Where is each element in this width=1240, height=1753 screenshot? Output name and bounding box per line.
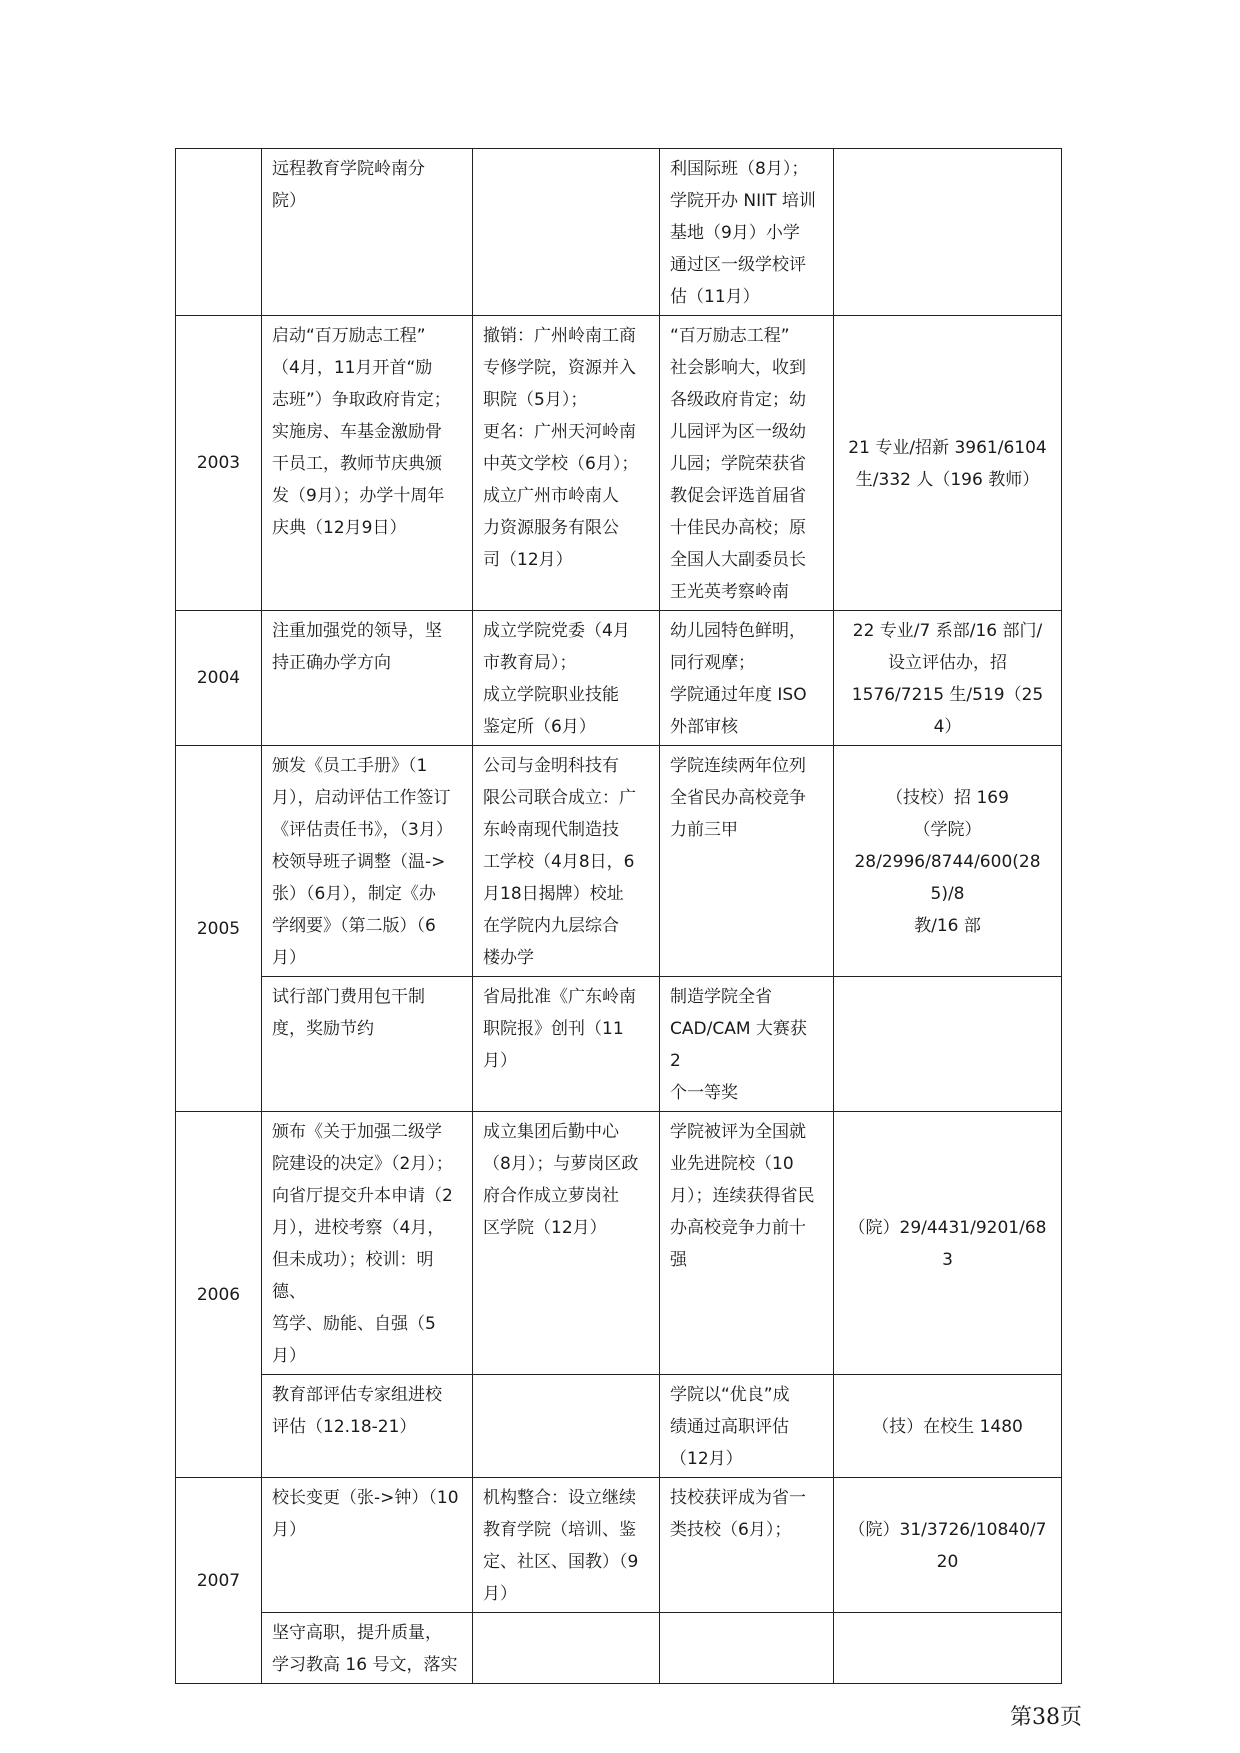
organization-cell-line: 教育学院（培训、鉴: [483, 1520, 636, 1540]
organization-cell: [473, 1613, 660, 1684]
event-cell-line: 注重加强党的领导，坚: [272, 621, 442, 641]
honor-cell-line: 利国际班（8月）；: [670, 159, 809, 179]
honor-cell-line: 儿园；学院荣获省: [670, 454, 806, 474]
honor-cell-line: 学院连续两年位列: [670, 756, 806, 776]
year-cell: [176, 149, 262, 316]
statistics-cell-line: 教/16 部: [914, 916, 981, 936]
organization-cell: [473, 149, 660, 316]
organization-cell-line: 中英文学校（6月）；: [483, 454, 639, 474]
table-row: [176, 316, 1062, 611]
event-cell-line: 持正确办学方向: [272, 653, 391, 673]
event-cell-line: 月）: [272, 948, 306, 968]
organization-cell-line: 力资源服务有限公: [483, 518, 619, 538]
organization-cell: [473, 977, 660, 1112]
honor-cell: [660, 1613, 834, 1684]
statistics-cell: [834, 1375, 1062, 1478]
year-cell: 2003: [176, 316, 262, 611]
honor-cell: [660, 149, 834, 316]
organization-cell-line: 省局批准《广东岭南: [483, 987, 636, 1007]
table-row: [176, 1375, 1062, 1478]
organization-cell-line: 楼办学: [483, 948, 534, 968]
event-cell-line: 试行部门费用包干制: [272, 987, 425, 1007]
event-cell-line: 笃学、励能、自强（5: [272, 1314, 436, 1334]
table-body: [176, 149, 1062, 1684]
statistics-cell-line: 生/332 人（196 教师）: [855, 470, 1040, 490]
event-cell-line: 校长变更（张->钟）（10: [272, 1488, 459, 1508]
honor-cell-line: 学院开办 NIIT 培训: [670, 191, 816, 211]
page-number: 第38页: [1010, 1705, 1082, 1730]
event-cell-line: 评估（12.18-21）: [272, 1417, 417, 1437]
organization-cell-line: 成立学院党委（4月: [483, 621, 630, 641]
honor-cell: [660, 746, 834, 977]
history-table: [175, 148, 1062, 1684]
event-cell-line: （4月，11月开首“励: [272, 358, 433, 378]
honor-cell-line: 幼儿园特色鲜明，: [670, 621, 806, 641]
organization-cell-line: 月）: [483, 1584, 517, 1604]
organization-cell-line: 鉴定所（6月）: [483, 717, 596, 737]
event-cell: [262, 611, 473, 746]
statistics-cell: [834, 611, 1062, 746]
event-cell-line: 庆典（12月9日）: [272, 518, 407, 538]
event-cell: [262, 1613, 473, 1684]
organization-cell-line: 区学院（12月）: [483, 1218, 607, 1238]
organization-cell-line: 定、社区、国教）（9: [483, 1552, 639, 1572]
event-cell-line: 月），启动评估工作签订: [272, 788, 451, 808]
honor-cell: [660, 977, 834, 1112]
event-cell-line: 月）: [272, 1346, 306, 1366]
statistics-cell-line: （学院）: [913, 820, 982, 840]
honor-cell-line: 全国人大副委员长: [670, 550, 806, 570]
statistics-cell-line: 22 专业/7 系部/16 部门/: [852, 621, 1043, 641]
event-cell-line: 向省厅提交升本申请（2: [272, 1186, 453, 1206]
event-cell-line: 启动“百万励志工程”: [272, 326, 426, 346]
table-row: [176, 1112, 1062, 1375]
organization-cell-line: 月）: [483, 1051, 517, 1071]
event-cell: [262, 746, 473, 977]
organization-cell-line: 限公司联合成立：广: [483, 788, 636, 808]
organization-cell-line: 更名：广州天河岭南: [483, 422, 636, 442]
event-cell: [262, 977, 473, 1112]
organization-cell-line: 成立集团后勤中心: [483, 1122, 619, 1142]
table-row: [176, 977, 1062, 1112]
event-cell-line: 远程教育学院岭南分: [272, 159, 425, 179]
event-cell-line: 张）（6月），制定《办: [272, 884, 436, 904]
honor-cell-line: 业先进院校（10: [670, 1154, 794, 1174]
table-row: [176, 611, 1062, 746]
table-row: [176, 1613, 1062, 1684]
statistics-cell-line: （院）31/3726/10840/720: [848, 1520, 1047, 1572]
year-cell: 2007: [176, 1478, 262, 1684]
organization-cell-line: 专修学院，资源并入: [483, 358, 636, 378]
event-cell-line: 颁布《关于加强二级学: [272, 1122, 442, 1142]
honor-cell-line: 王光英考察岭南: [670, 582, 789, 602]
event-cell-line: 院建设的决定》（2月）；: [272, 1154, 453, 1174]
event-cell-line: 干员工，教师节庆典颁: [272, 454, 442, 474]
year-cell: 2006: [176, 1112, 262, 1478]
event-cell-line: 学习教高 16 号文，落实: [272, 1655, 458, 1675]
organization-cell-line: 在学院内九层综合: [483, 916, 619, 936]
event-cell-line: 校领导班子调整（温->: [272, 852, 446, 872]
organization-cell-line: 月18日揭牌）校址: [483, 884, 624, 904]
event-cell-line: 学纲要》（第二版）（6: [272, 916, 436, 936]
statistics-cell: [834, 746, 1062, 977]
honor-cell: [660, 1375, 834, 1478]
organization-cell-line: 成立广州市岭南人: [483, 486, 619, 506]
honor-cell-line: 月）；连续获得省民: [670, 1186, 815, 1206]
honor-cell-line: 学院被评为全国就: [670, 1122, 806, 1142]
honor-cell-line: 力前三甲: [670, 820, 738, 840]
honor-cell-line: 同行观摩；: [670, 653, 755, 673]
honor-cell-line: 绩通过高职评估: [670, 1417, 789, 1437]
honor-cell-line: 办高校竞争力前十: [670, 1218, 806, 1238]
honor-cell-line: 估（11月）: [670, 287, 760, 307]
statistics-cell-line: （技）在校生 1480: [872, 1417, 1023, 1437]
event-cell-line: 月）: [272, 1520, 306, 1540]
organization-cell-line: 府合作成立萝岗社: [483, 1186, 619, 1206]
statistics-cell: [834, 1613, 1062, 1684]
honor-cell-line: 全省民办高校竞争: [670, 788, 806, 808]
honor-cell-line: 儿园评为区一级幼: [670, 422, 806, 442]
statistics-cell-line: 28/2996/8744/600(285)/8: [854, 852, 1041, 904]
honor-cell-line: 学院通过年度 ISO: [670, 685, 807, 705]
honor-cell-line: 学院以“优良”成: [670, 1385, 790, 1405]
organization-cell-line: 职院报》创刊（11: [483, 1019, 624, 1039]
year-cell: 2005: [176, 746, 262, 1112]
honor-cell-line: 通过区一级学校评: [670, 255, 806, 275]
organization-cell: [473, 1112, 660, 1375]
statistics-cell: [834, 1478, 1062, 1613]
honor-cell: [660, 611, 834, 746]
honor-cell-line: 技校获评成为省一: [670, 1488, 806, 1508]
organization-cell-line: 成立学院职业技能: [483, 685, 619, 705]
statistics-cell-line: 1576/7215 生/519（254）: [851, 685, 1044, 737]
event-cell-line: 度，奖励节约: [272, 1019, 374, 1039]
event-cell-line: 教育部评估专家组进校: [272, 1385, 442, 1405]
statistics-cell: [834, 977, 1062, 1112]
statistics-cell-line: 设立评估办，招: [888, 653, 1007, 673]
event-cell-line: 但未成功）；校训：明德、: [272, 1250, 434, 1302]
event-cell-line: 坚守高职，提升质量，: [272, 1623, 442, 1643]
statistics-cell: [834, 1112, 1062, 1375]
event-cell: [262, 149, 473, 316]
table-row: [176, 746, 1062, 977]
event-cell: [262, 1112, 473, 1375]
statistics-cell: [834, 149, 1062, 316]
event-cell-line: 发（9月）；办学十周年: [272, 486, 445, 506]
organization-cell-line: 工学校（4月8日，6: [483, 852, 635, 872]
honor-cell-line: （12月）: [670, 1449, 743, 1469]
event-cell: [262, 316, 473, 611]
event-cell-line: 志班”）争取政府肯定；: [272, 390, 451, 410]
organization-cell-line: 司（12月）: [483, 550, 573, 570]
honor-cell-line: 基地（9月）小学: [670, 223, 800, 243]
honor-cell: [660, 316, 834, 611]
statistics-cell: [834, 316, 1062, 611]
event-cell-line: 实施房、车基金激励骨: [272, 422, 442, 442]
honor-cell-line: 个一等奖: [670, 1083, 738, 1103]
honor-cell-line: CAD/CAM 大赛获 2: [670, 1019, 807, 1071]
organization-cell: [473, 611, 660, 746]
statistics-cell-line: 21 专业/招新 3961/6104: [848, 438, 1047, 458]
organization-cell-line: 东岭南现代制造技: [483, 820, 619, 840]
honor-cell-line: 制造学院全省: [670, 987, 772, 1007]
organization-cell: [473, 1375, 660, 1478]
organization-cell-line: 撤销：广州岭南工商: [483, 326, 636, 346]
table-row: [176, 1478, 1062, 1613]
honor-cell-line: 强: [670, 1250, 687, 1270]
honor-cell-line: 十佳民办高校；原: [670, 518, 806, 538]
event-cell-line: 颁发《员工手册》（1: [272, 756, 428, 776]
event-cell-line: 月），进校考察（4月，: [272, 1218, 445, 1238]
honor-cell-line: 类技校（6月）；: [670, 1520, 792, 1540]
year-cell: 2004: [176, 611, 262, 746]
table-row: [176, 149, 1062, 316]
event-cell: [262, 1478, 473, 1613]
statistics-cell-line: （技校）招 169: [886, 788, 1009, 808]
honor-cell-line: “百万励志工程”: [670, 326, 790, 346]
honor-cell: [660, 1112, 834, 1375]
honor-cell-line: 教促会评选首届省: [670, 486, 806, 506]
honor-cell-line: 外部审核: [670, 717, 738, 737]
statistics-cell-line: （院）29/4431/9201/683: [848, 1218, 1047, 1270]
event-cell-line: 院）: [272, 191, 306, 211]
organization-cell-line: 公司与金明科技有: [483, 756, 619, 776]
organization-cell-line: 职院（5月）；: [483, 390, 588, 410]
organization-cell-line: （8月）；与萝岗区政: [483, 1154, 639, 1174]
organization-cell-line: 机构整合：设立继续: [483, 1488, 636, 1508]
organization-cell-line: 市教育局）；: [483, 653, 577, 673]
honor-cell-line: 各级政府肯定；幼: [670, 390, 806, 410]
honor-cell-line: 社会影响大，收到: [670, 358, 806, 378]
organization-cell: [473, 746, 660, 977]
organization-cell: [473, 1478, 660, 1613]
event-cell-line: 《评估责任书》，（3月）: [272, 820, 453, 840]
honor-cell: [660, 1478, 834, 1613]
event-cell: [262, 1375, 473, 1478]
organization-cell: [473, 316, 660, 611]
